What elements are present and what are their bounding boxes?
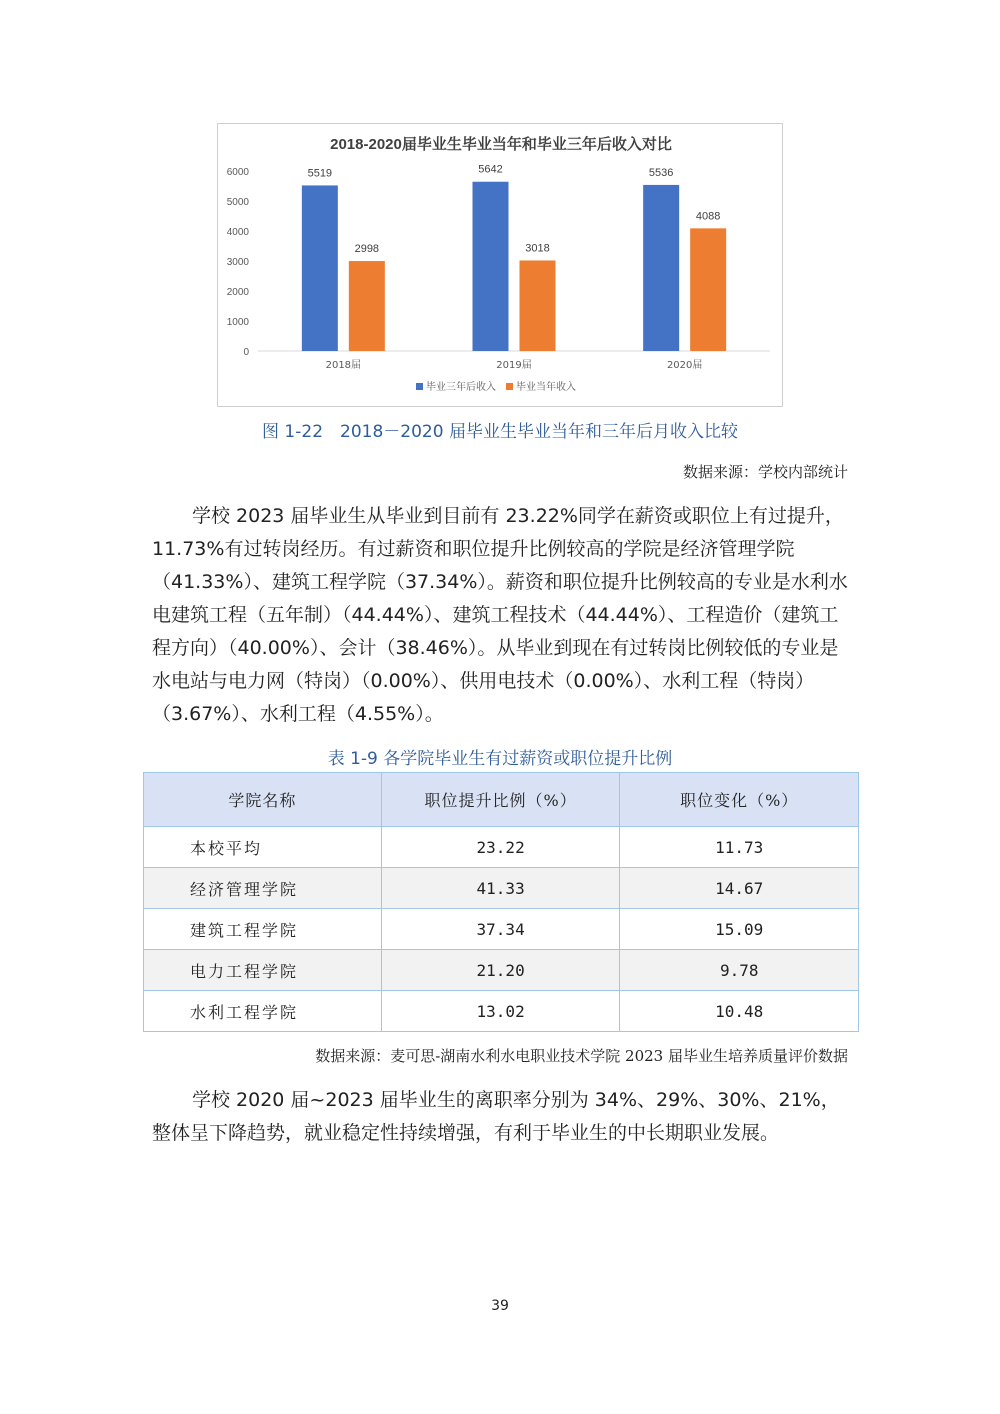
college-name: 建筑工程学院 — [144, 909, 382, 950]
bar — [690, 228, 726, 351]
bar — [520, 260, 556, 351]
bar — [349, 261, 385, 351]
bar-data-label: 2998 — [354, 243, 380, 256]
bar-data-label: 5642 — [478, 163, 503, 176]
x-tick-label: 2018届 — [325, 360, 362, 371]
y-tick-label: 0 — [243, 347, 249, 358]
position-change: 14.67 — [620, 868, 859, 909]
y-tick-label: 5000 — [226, 197, 249, 208]
chart-canvas — [218, 124, 784, 408]
bar-data-label: 5519 — [307, 167, 333, 180]
chart-title: 2018-2020届毕业生毕业当年和毕业三年后收入对比 — [330, 136, 672, 153]
x-tick-label: 2020届 — [666, 360, 703, 371]
table-source: 数据来源：麦可思-湖南水利水电职业技术学院 2023 届毕业生培养质量评价数据 — [315, 1047, 848, 1065]
college-name: 电力工程学院 — [144, 950, 382, 991]
paragraph-promotion-text: 学校 2023 届毕业生从毕业到目前有 23.22%同学在薪资或职位上有过提升，11.73%有过转岗经历。有过薪资和职位提升比例较高的学院是经济管理学院（41.33%）、建筑工程学院（37.34%）。薪资和职位提升比例较高的专业是水利水电建筑工程（五年制）（44.44%）、建筑工程技术（44.44%）、工程造价（建筑工程方向）（40.00%）、会计（38.46%）。从毕业到现在有过转岗比例较低的专业是水电站与电力网（特岗）（0.00%）、供用电技术（0.00%）、水利工程（特岗）（3.67%）、水利工程（4.55%）。 — [152, 505, 848, 725]
bar-data-label: 5536 — [648, 166, 674, 179]
promotion-rate: 21.20 — [381, 950, 620, 991]
bar — [643, 185, 679, 351]
table-caption: 表 1-9 各学院毕业生有过薪资或职位提升比例 — [327, 749, 673, 769]
y-tick-label: 3000 — [226, 257, 249, 268]
promotion-rate: 13.02 — [381, 991, 620, 1032]
table-header-row — [144, 773, 859, 827]
figure-caption: 图 1-22 2018－2020 届毕业生毕业当年和三年后月收入比较 — [262, 422, 738, 442]
figure-source: 数据来源：学校内部统计 — [682, 463, 848, 481]
table-row — [144, 868, 859, 909]
paragraph-promotion — [152, 500, 852, 731]
legend-label: 毕业三年后收入 — [426, 382, 496, 393]
legend-label: 毕业当年收入 — [516, 382, 576, 393]
table-row — [144, 950, 859, 991]
y-tick-label: 2000 — [226, 287, 249, 298]
bar-data-label: 3018 — [525, 242, 550, 255]
y-tick-label: 4000 — [226, 227, 249, 238]
bar-data-label: 4088 — [695, 210, 721, 223]
table-row — [144, 909, 859, 950]
promotion-rate: 37.34 — [381, 909, 620, 950]
promotion-rate: 23.22 — [381, 827, 620, 868]
college-name: 经济管理学院 — [144, 868, 382, 909]
college-name: 水利工程学院 — [144, 991, 382, 1032]
promotion-table — [143, 772, 859, 1032]
paragraph-turnover — [152, 1084, 852, 1150]
header-promotion-rate: 职位提升比例（%） — [381, 773, 620, 827]
x-tick-label: 2019届 — [496, 360, 532, 371]
legend-swatch — [416, 383, 423, 390]
page-number: 39 — [491, 1298, 509, 1314]
college-name: 本校平均 — [144, 827, 382, 868]
position-change: 10.48 — [620, 991, 859, 1032]
bar — [473, 182, 509, 351]
y-tick-label: 6000 — [226, 167, 249, 178]
position-change: 9.78 — [620, 950, 859, 991]
income-comparison-chart — [217, 123, 783, 407]
position-change: 15.09 — [620, 909, 859, 950]
legend-swatch — [506, 383, 513, 390]
promotion-rate: 41.33 — [381, 868, 620, 909]
header-college-name: 学院名称 — [144, 773, 382, 827]
y-tick-label: 1000 — [226, 317, 249, 328]
header-position-change: 职位变化（%） — [620, 773, 859, 827]
table-row — [144, 827, 859, 868]
table-row — [144, 991, 859, 1032]
position-change: 11.73 — [620, 827, 859, 868]
bar — [302, 185, 338, 351]
paragraph-turnover-text: 学校 2020 届~2023 届毕业生的离职率分别为 34%、29%、30%、21%，整体呈下降趋势，就业稳定性持续增强，有利于毕业生的中长期职业发展。 — [152, 1089, 840, 1144]
